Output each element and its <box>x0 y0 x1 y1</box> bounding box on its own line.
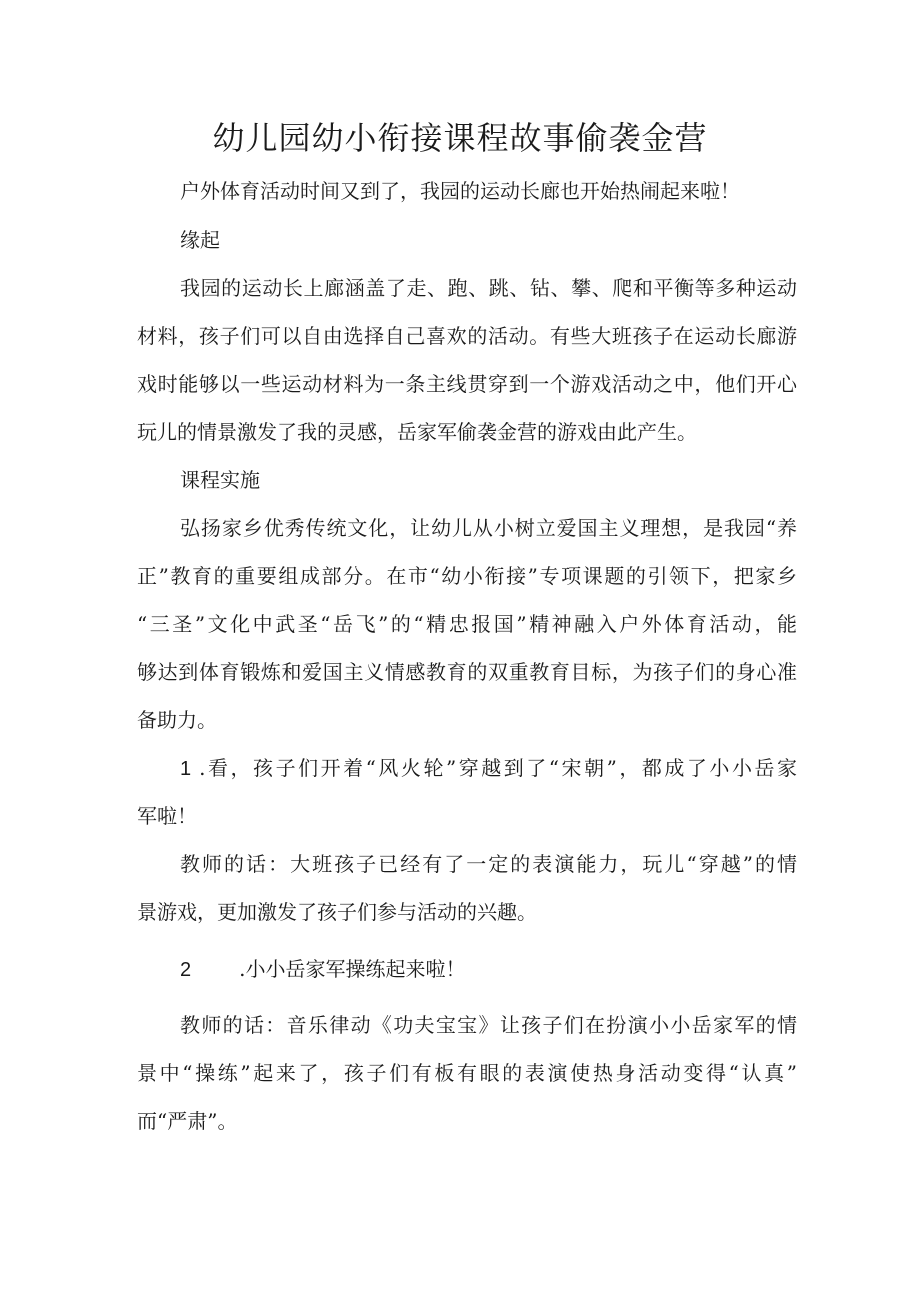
paragraph-impl-line-2: 正”教育的重要组成部分。在市“幼小衔接”专项课题的引领下，把家乡 <box>137 564 797 588</box>
teacher-note-1-line-1: 教师的话：大班孩子已经有了一定的表演能力，玩儿“穿越”的情 <box>180 852 797 876</box>
section-heading-implementation: 课程实施 <box>180 468 260 492</box>
list-item-1-line-2: 军啦！ <box>137 804 197 828</box>
teacher-note-2-line-2: 景中“操练”起来了，孩子们有板有眼的表演使热身活动变得“认真” <box>137 1061 797 1085</box>
list-item-1-number: 1 <box>180 758 192 780</box>
teacher-note-1-line-2: 景游戏，更加激发了孩子们参与活动的兴趣。 <box>137 900 537 924</box>
paragraph-impl-line-4: 够达到体育锻炼和爱国主义情感教育的双重教育目标，为孩子们的身心准 <box>137 660 797 684</box>
teacher-note-2-line-3: 而“严肃”。 <box>137 1109 238 1133</box>
paragraph-impl-line-1: 弘扬家乡优秀传统文化，让幼儿从小树立爱国主义理想，是我园“养 <box>180 516 797 540</box>
list-item-1-line-1 <box>180 754 797 783</box>
list-item-2 <box>180 955 797 984</box>
paragraph-origin-line-3: 戏时能够以一些运动材料为一条主线贯穿到一个游戏活动之中，他们开心 <box>137 372 797 396</box>
list-item-1-text: .看，孩子们开着“风火轮”穿越到了“宋朝”，都成了小小岳家 <box>199 756 797 780</box>
intro-paragraph: 户外体育活动时间又到了，我园的运动长廊也开始热闹起来啦！ <box>180 179 740 203</box>
list-item-2-text: .小小岳家军操练起来啦！ <box>239 957 466 981</box>
paragraph-origin-line-4: 玩儿的情景激发了我的灵感，岳家军偷袭金营的游戏由此产生。 <box>137 420 697 444</box>
paragraph-origin-line-1: 我园的运动长上廊涵盖了走、跑、跳、钻、攀、爬和平衡等多种运动 <box>180 276 797 300</box>
paragraph-impl-line-5: 备助力。 <box>137 708 217 732</box>
paragraph-origin-line-2: 材料，孩子们可以自由选择自己喜欢的活动。有些大班孩子在运动长廊游 <box>137 324 797 348</box>
paragraph-impl-line-3: “三圣”文化中武圣“岳飞”的“精忠报国”精神融入户外体育活动，能 <box>137 612 797 636</box>
list-item-2-number: 2 <box>180 959 192 981</box>
teacher-note-2-line-1: 教师的话：音乐律动《功夫宝宝》让孩子们在扮演小小岳家军的情 <box>180 1013 797 1037</box>
document-title: 幼儿园幼小衔接课程故事偷袭金营 <box>212 119 708 157</box>
section-heading-origin: 缘起 <box>180 228 220 252</box>
